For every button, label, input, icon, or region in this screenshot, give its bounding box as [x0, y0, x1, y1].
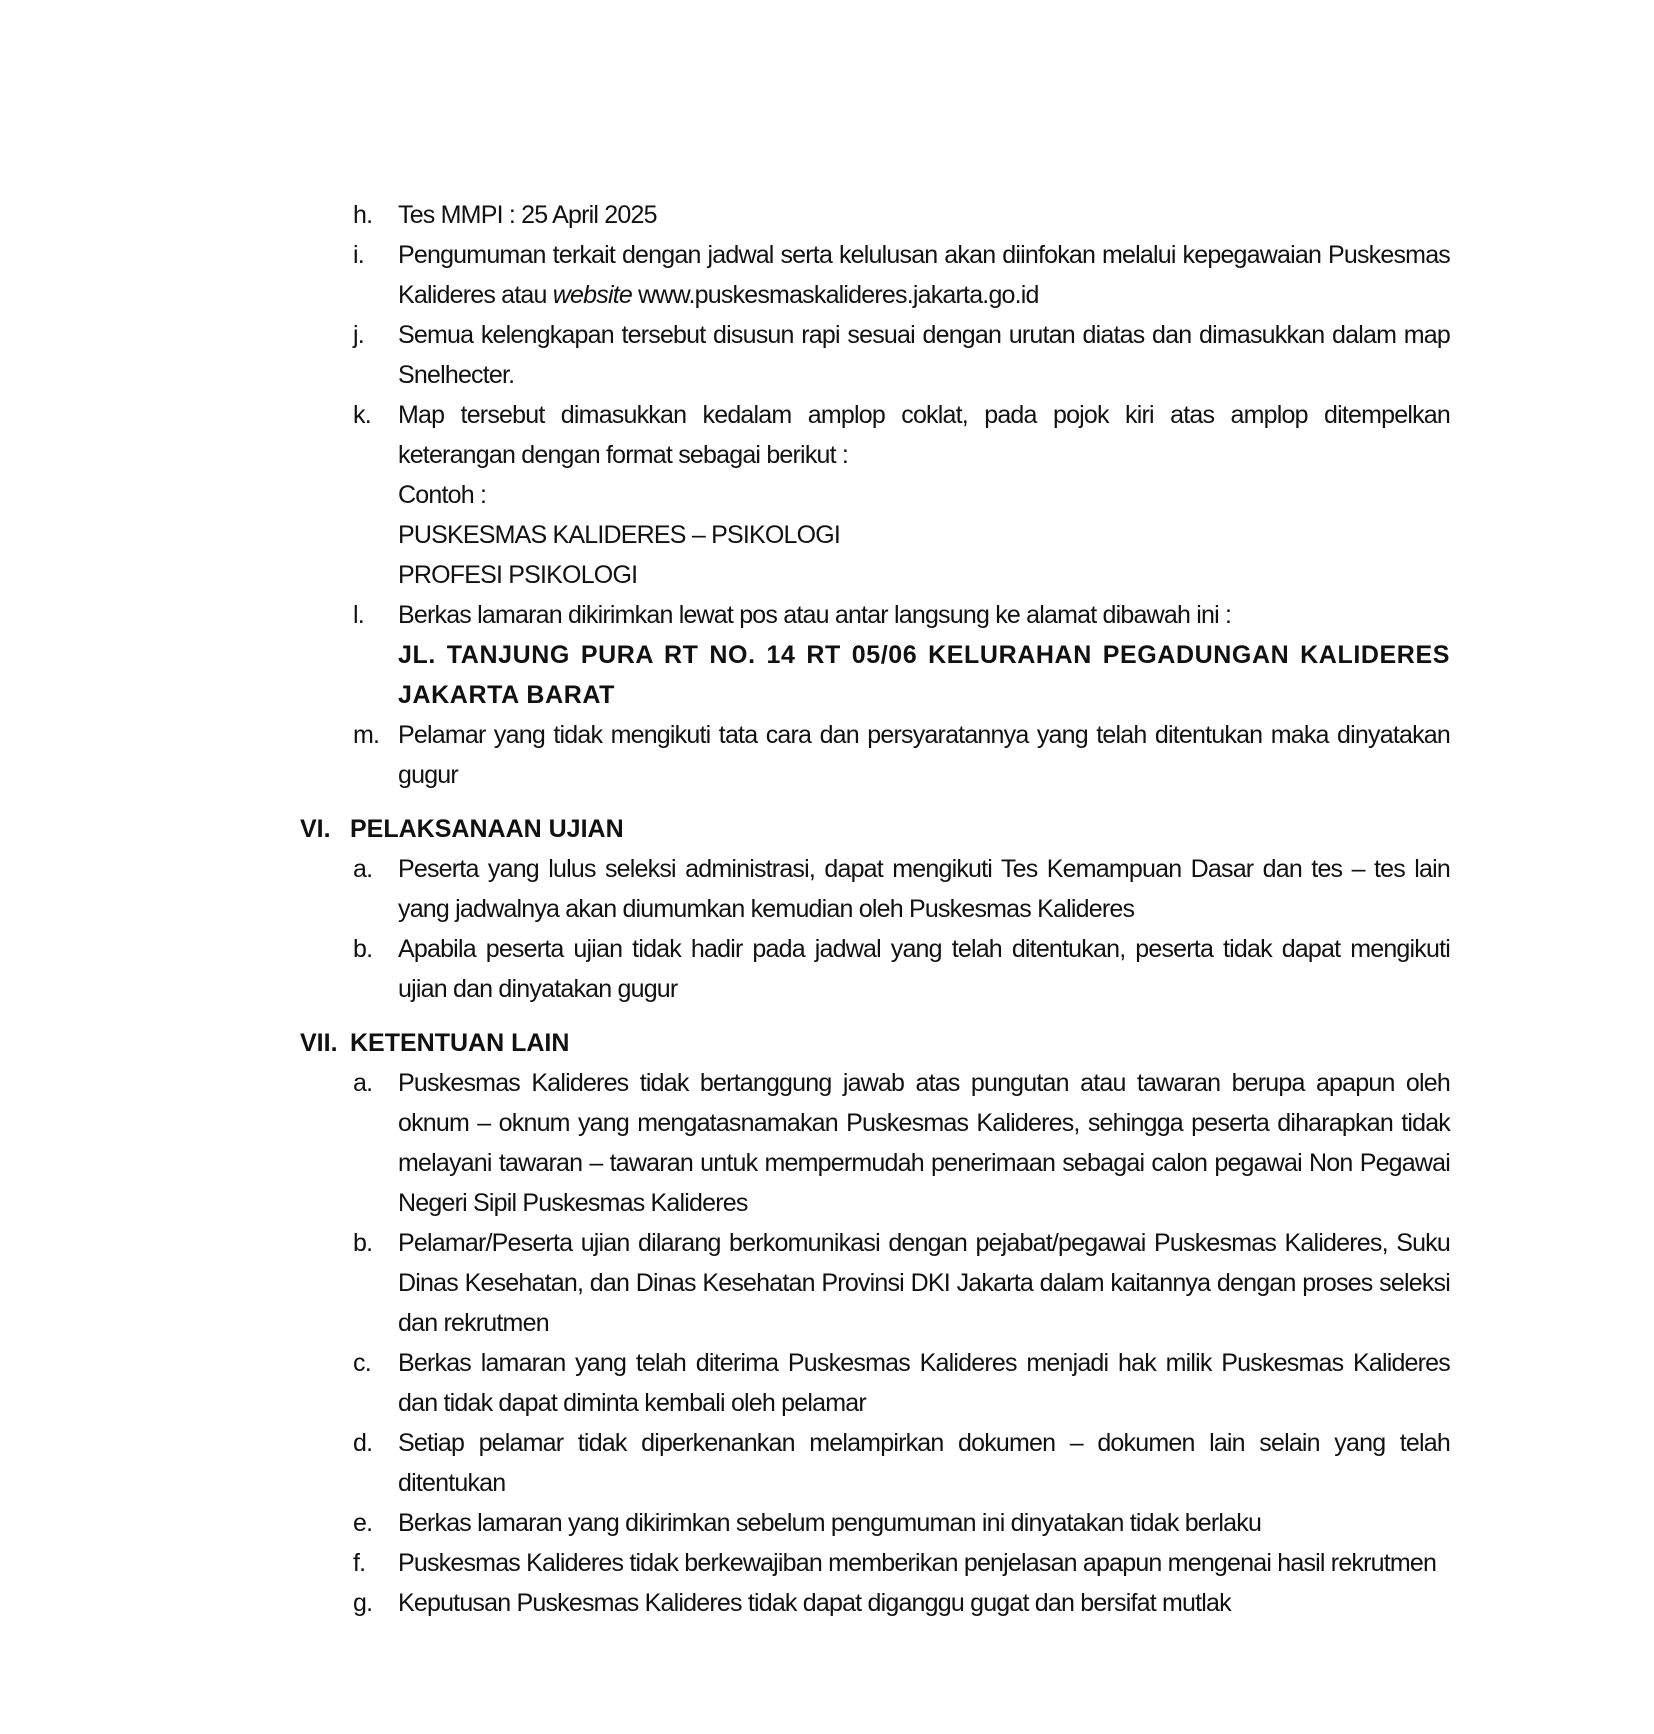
list-item	[300, 1423, 1450, 1503]
list-item-text: Pelamar yang tidak mengikuti tata cara dan persyaratannya yang telah ditentukan maka dinyatakan gugur	[398, 721, 1450, 789]
list-item-text: Puskesmas Kalideres tidak berkewajiban memberikan penjelasan apapun mengenai hasil rekrutmen	[398, 1549, 1437, 1577]
list-marker: c.	[353, 1349, 371, 1377]
list-item-text: Berkas lamaran dikirimkan lewat pos atau antar langsung ke alamat dibawah ini :	[398, 601, 1232, 629]
list-marker: d.	[353, 1429, 373, 1457]
list-item-l	[300, 595, 1450, 715]
list-item	[300, 1063, 1450, 1223]
section-heading-vi	[300, 809, 1450, 849]
section-title: KETENTUAN LAIN	[350, 1029, 570, 1057]
list-item-i	[300, 235, 1450, 315]
list-item-j	[300, 315, 1450, 395]
section-title: PELAKSANAAN UJIAN	[350, 815, 624, 843]
list-marker: f.	[353, 1549, 366, 1577]
list-item	[300, 1583, 1450, 1623]
list-item-text: Peserta yang lulus seleksi administrasi, dapat mengikuti Tes Kemampuan Dasar dan tes – tes lain yang jadwalnya akan diumumkan kemudian oleh Puskesmas Kalideres	[398, 855, 1450, 923]
example-label: Contoh :	[398, 481, 487, 509]
address-text: JL. TANJUNG PURA RT NO. 14 RT 05/06 KELURAHAN PEGADUNGAN KALIDERES JAKARTA BARAT	[398, 641, 1450, 709]
list-item-text: Setiap pelamar tidak diperkenankan melampirkan dokumen – dokumen lain selain yang telah ditentukan	[398, 1429, 1450, 1497]
list-item-text: Puskesmas Kalideres tidak bertanggung jawab atas pungutan atau tawaran berupa apapun oleh oknum – oknum yang mengatasnamakan Puskesmas Kalideres, sehingga peserta diharapkan tidak melayani tawaran – tawaran untuk mempermudah penerimaan sebagai calon pegawai Non Pegawai Negeri Sipil Puskesmas Kalideres	[398, 1069, 1450, 1217]
list-item-text	[398, 235, 1450, 315]
list-item-text: Tes MMPI : 25 April 2025	[398, 201, 657, 229]
list-item	[300, 1343, 1450, 1423]
list-item-text: Apabila peserta ujian tidak hadir pada jadwal yang telah ditentukan, peserta tidak dapat mengikuti ujian dan dinyatakan gugur	[398, 935, 1450, 1003]
list-item-text: Pelamar/Peserta ujian dilarang berkomunikasi dengan pejabat/pegawai Puskesmas Kalideres, Suku Dinas Kesehatan, dan Dinas Kesehatan Provinsi DKI Jakarta dalam kaitannya dengan proses seleksi dan rekrutmen	[398, 1229, 1450, 1337]
list-item-text: Berkas lamaran yang telah diterima Puskesmas Kalideres menjadi hak milik Puskesmas Kalideres dan tidak dapat diminta kembali oleh pelamar	[398, 1349, 1450, 1417]
list-marker: l.	[353, 601, 364, 629]
example-line-1: PUSKESMAS KALIDERES – PSIKOLOGI	[398, 521, 841, 549]
list-marker: a.	[353, 1069, 373, 1097]
document-body	[300, 195, 1450, 1623]
list-marker: b.	[353, 1229, 373, 1257]
list-item	[300, 1223, 1450, 1343]
list-item-text: Berkas lamaran yang dikirimkan sebelum pengumuman ini dinyatakan tidak berlaku	[398, 1509, 1262, 1537]
list-marker: e.	[353, 1509, 373, 1537]
text-segment: Pengumuman terkait dengan jadwal serta kelulusan akan diinfokan melalui kepegawaian Puskesmas Kalideres atau	[398, 241, 1450, 309]
list-item-text: Map tersebut dimasukkan kedalam amplop coklat, pada pojok kiri atas amplop ditempelkan keterangan dengan format sebagai berikut :	[398, 401, 1450, 469]
list-marker: h.	[353, 201, 373, 229]
list-marker: k.	[353, 401, 371, 429]
list-marker: m.	[353, 721, 380, 749]
list-marker: b.	[353, 935, 373, 963]
list-marker: g.	[353, 1589, 373, 1617]
section-heading-vii	[300, 1023, 1450, 1063]
section-number: VII.	[300, 1029, 338, 1057]
list-item	[300, 849, 1450, 929]
example-line-2: PROFESI PSIKOLOGI	[398, 561, 638, 589]
list-item-text: Keputusan Puskesmas Kalideres tidak dapat diganggu gugat dan bersifat mutlak	[398, 1589, 1231, 1617]
section-number: VI.	[300, 815, 331, 843]
list-marker: i.	[353, 241, 364, 269]
list-marker: j.	[353, 321, 364, 349]
list-item	[300, 1503, 1450, 1543]
list-marker: a.	[353, 855, 373, 883]
list-item-text: Semua kelengkapan tersebut disusun rapi sesuai dengan urutan diatas dan dimasukkan dalam map Snelhecter.	[398, 321, 1450, 389]
list-item-k	[300, 395, 1450, 595]
italic-word: website	[552, 281, 632, 309]
list-item-h	[300, 195, 1450, 235]
website-url: www.puskesmaskalideres.jakarta.go.id	[631, 281, 1039, 309]
list-item	[300, 1543, 1450, 1583]
list-item	[300, 929, 1450, 1009]
list-item-m	[300, 715, 1450, 795]
